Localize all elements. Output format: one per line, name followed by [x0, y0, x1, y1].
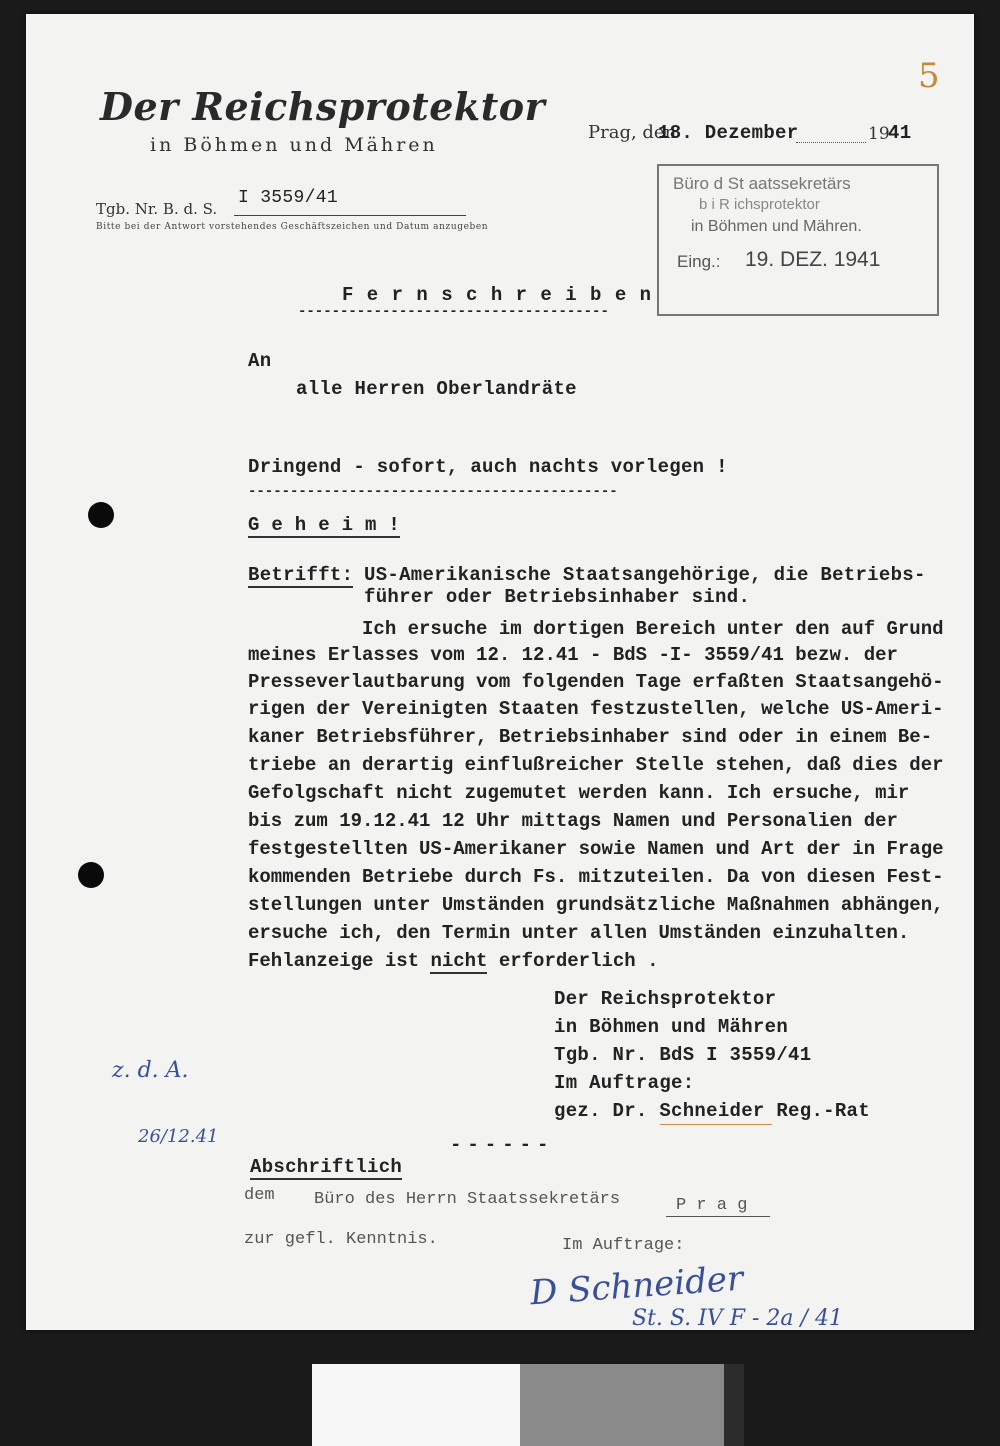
punch-hole — [78, 862, 104, 888]
recipient: alle Herren Oberlandräte — [296, 378, 577, 400]
body-line: meines Erlasses vom 12. 12.41 - BdS -I- 3559/41 bezw. der — [248, 644, 898, 666]
handwritten-margin-date: 26/12.41 — [138, 1126, 219, 1147]
separator-dashes: ------ — [450, 1134, 555, 1156]
signature-line: gez. Dr. Schneider Reg.-Rat — [554, 1100, 870, 1122]
tgb-note: Bitte bei der Antwort vorstehendes Geschäftszeichen und Datum anzugeben — [96, 222, 489, 232]
handwritten-signature: D Schneider — [528, 1258, 745, 1314]
body-line: Presseverlautbarung vom folgenden Tage erfaßten Staatsangehö- — [248, 671, 944, 693]
document-type-rule: ------------------------------------- — [298, 304, 609, 320]
stamp-line2: b i R ichsprotektor — [699, 196, 820, 213]
last-line-suffix: erforderlich . — [487, 950, 659, 972]
tgb-number: I 3559/41 — [238, 188, 338, 208]
last-line-prefix: Fehlanzeige ist — [248, 950, 431, 972]
punch-hole — [88, 502, 114, 528]
received-stamp — [657, 164, 939, 316]
body-line: festgestellten US-Amerikaner sowie Namen und Art der in Frage — [248, 838, 944, 860]
date-year-suffix: 41 — [888, 122, 912, 144]
subject-line2: führer oder Betriebsinhaber sind. — [364, 586, 751, 608]
stamp-line3: in Böhmen und Mähren. — [691, 218, 862, 235]
calibration-strip-grey — [520, 1364, 724, 1446]
signature-underline — [660, 1124, 772, 1125]
copy-label: Abschriftlich — [250, 1156, 403, 1178]
body-line: Gefolgschaft nicht zugemutet werden kann. Ich ersuche, mir — [248, 782, 910, 804]
date-day-month: 18. Dezember — [658, 122, 799, 144]
stamp-received-label: Eing.: — [677, 252, 721, 271]
subject-label: Betrifft: — [248, 564, 354, 586]
document-type: F e r n s c h r e i b e n — [342, 284, 653, 306]
recipient-prefix: An — [248, 350, 272, 372]
date-dotted-rule — [796, 142, 866, 143]
classification: G e h e i m ! — [248, 514, 401, 536]
signature-line: in Böhmen und Mähren — [554, 1016, 789, 1038]
calibration-strip-white — [312, 1364, 520, 1446]
calibration-strip-dark — [724, 1364, 744, 1446]
body-last-line — [248, 950, 658, 972]
letterhead-subtitle: in Böhmen und Mähren — [150, 134, 438, 156]
body-line: rigen der Vereinigten Staaten festzustellen, welche US-Ameri- — [248, 698, 944, 720]
body-line: kommenden Betriebe durch Fs. mitzuteilen. Da von diesen Fest- — [248, 866, 944, 888]
signature-line: Tgb. Nr. BdS I 3559/41 — [554, 1044, 812, 1066]
copy-office: Büro des Herrn Staatssekretärs — [314, 1190, 621, 1209]
body-line: triebe an derartig einflußreicher Stelle stehen, daß dies der — [248, 754, 944, 776]
handwritten-file-reference: St. S. IV F - 2a / 41 — [632, 1306, 843, 1331]
copy-note: zur gefl. Kenntnis. — [244, 1230, 438, 1249]
body-line: ersuche ich, den Termin unter allen Umständen einzuhalten. — [248, 922, 910, 944]
letterhead-title: Der Reichsprotektor — [100, 84, 546, 129]
date-year-prefix: 19 — [868, 124, 890, 144]
copy-auftrag: Im Auftrage: — [562, 1236, 685, 1255]
body-line: stellungen unter Umständen grundsätzliche Maßnahmen abhängen, — [248, 894, 944, 916]
copy-city: P r a g — [676, 1196, 748, 1215]
signature-line: Der Reichsprotektor — [554, 988, 777, 1010]
document-page — [26, 14, 974, 1330]
copy-dem: dem — [244, 1186, 275, 1205]
tgb-label: Tgb. Nr. B. d. S. — [96, 200, 218, 218]
page-number: 5 — [918, 56, 940, 96]
tgb-rule — [234, 215, 466, 216]
stamp-line1: Büro d St aatssekretärs — [673, 174, 851, 193]
body-line: Ich ersuche im dortigen Bereich unter den auf Grund — [248, 618, 944, 640]
body-line: bis zum 19.12.41 12 Uhr mittags Namen und Personalien der — [248, 810, 898, 832]
handwritten-margin-note: z. d. A. — [112, 1058, 189, 1083]
urgent-rule: -------------------------------------------- — [248, 484, 618, 500]
urgent-note: Dringend - sofort, auch nachts vorlegen ! — [248, 456, 728, 478]
stamp-received-date: 19. DEZ. 1941 — [745, 248, 881, 271]
subject-line1: US-Amerikanische Staatsangehörige, die Betriebs- — [364, 564, 926, 586]
body-line: kaner Betriebsführer, Betriebsinhaber sind oder in einem Be- — [248, 726, 933, 748]
copy-city-rule — [666, 1216, 770, 1217]
signature-line: Im Auftrage: — [554, 1072, 695, 1094]
place-date-prefix: Prag, den — [588, 122, 677, 143]
last-line-emphasis: nicht — [430, 950, 488, 972]
